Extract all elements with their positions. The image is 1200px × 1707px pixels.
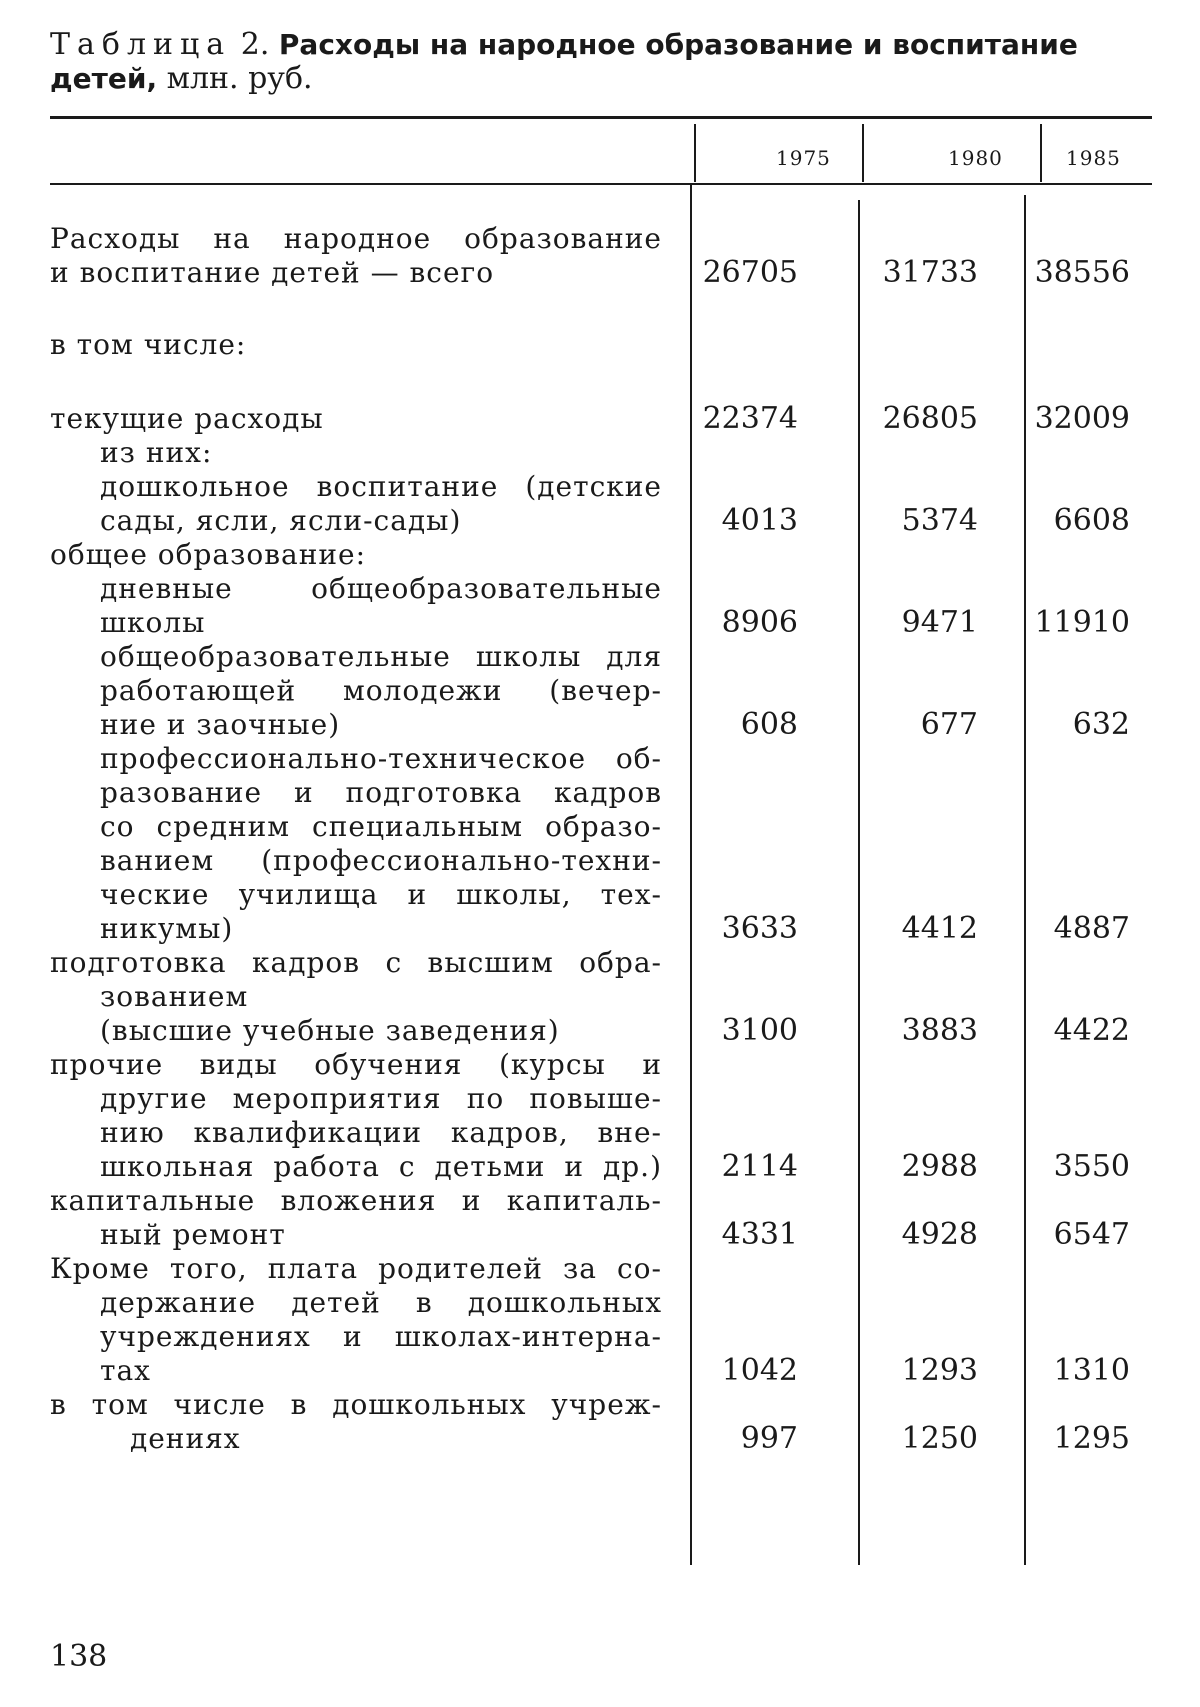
cell-preschool-inst-1980: 1250 [860,1422,978,1456]
cell-capital-1985: 6547 [1020,1218,1130,1252]
row-label-day-schools: дневные общеобразовательные школы [50,572,662,640]
cell-preschool-inst-1975: 997 [690,1422,798,1456]
row-label-preschool: дошкольное воспитание (детские сады, ясли, ясли-сады) [50,470,662,538]
row-label-parents-fees: Кроме того, плата родителей за со- держание детей в дошкольных учреждениях и школах-интерна- тах [50,1252,662,1388]
cell-other-1980: 2988 [860,1150,978,1184]
cell-current-1985: 32009 [1020,402,1130,436]
cell-working-youth-1985: 632 [1020,708,1130,742]
row-label-other-training: прочие виды обучения (курсы и другие мероприятия по повыше- нию квалификации кадров, вне- школьная работа с детьми и др.) [50,1048,662,1184]
header-separator-3 [1040,124,1042,182]
cell-vocational-1985: 4887 [1020,912,1130,946]
cell-current-1975: 22374 [690,402,798,436]
cell-parents-1975: 1042 [690,1354,798,1388]
caption-number: 2. [241,27,270,62]
cell-other-1975: 2114 [690,1150,798,1184]
page-number: 138 [50,1640,107,1674]
column-header-1980: 1980 [948,146,1003,170]
book-page [0,0,1200,1707]
row-label-higher-education: подготовка кадров с высшим обра- зованием (высшие учебные заведения) [50,946,662,1048]
cell-vocational-1980: 4412 [860,912,978,946]
cell-preschool-1980: 5374 [860,504,978,538]
row-label-capital-investment: капитальные вложения и капиталь- ный ремонт [50,1184,662,1252]
table-caption [50,28,1150,96]
header-rule [50,183,1152,185]
cell-other-1985: 3550 [1020,1150,1130,1184]
cell-working-youth-1980: 677 [860,708,978,742]
cell-higher-1975: 3100 [690,1014,798,1048]
header-separator-2 [862,124,864,182]
cell-total-1975: 26705 [690,256,798,290]
row-label-working-youth-schools: общеобразовательные школы для работающей молодежи (вечер- ние и заочные) [50,640,662,742]
row-label-including: в том числе: [50,328,662,362]
row-label-of-them: из них: [50,436,662,470]
caption-unit: млн. руб. [167,61,313,96]
cell-day-schools-1975: 8906 [690,606,798,640]
cell-vocational-1975: 3633 [690,912,798,946]
cell-current-1980: 26805 [860,402,978,436]
cell-preschool-1975: 4013 [690,504,798,538]
cell-working-youth-1975: 608 [690,708,798,742]
cell-parents-1985: 1310 [1020,1354,1130,1388]
cell-total-1980: 31733 [860,256,978,290]
column-header-1975: 1975 [776,146,831,170]
header-separator-1 [694,124,696,182]
cell-day-schools-1985: 11910 [1020,606,1130,640]
column-header-1985: 1985 [1066,146,1121,170]
row-label-vocational: профессионально-техническое об- разование и подготовка кадров со средним специальным образо- ванием (профессионально-техни- ческие училища и школы, тех- никумы) [50,742,662,946]
cell-capital-1980: 4928 [860,1218,978,1252]
cell-preschool-1985: 6608 [1020,504,1130,538]
row-label-total: Расходы на народное образование и воспитание детей — всего [50,222,662,290]
cell-total-1985: 38556 [1020,256,1130,290]
cell-day-schools-1980: 9471 [860,606,978,640]
cell-higher-1980: 3883 [860,1014,978,1048]
caption-title: Расходы на народное образование и воспитание детей, [50,28,1078,95]
row-label-current-expenses: текущие расходы [50,402,662,436]
cell-parents-1980: 1293 [860,1354,978,1388]
cell-capital-1975: 4331 [690,1218,798,1252]
cell-higher-1985: 4422 [1020,1014,1130,1048]
row-label-preschool-institutions: в том числе в дошкольных учреж- дениях [50,1388,662,1456]
row-label-general-education: общее образование: [50,538,662,572]
caption-label: Таблица [50,27,231,62]
cell-preschool-inst-1985: 1295 [1020,1422,1130,1456]
top-rule [50,116,1152,119]
